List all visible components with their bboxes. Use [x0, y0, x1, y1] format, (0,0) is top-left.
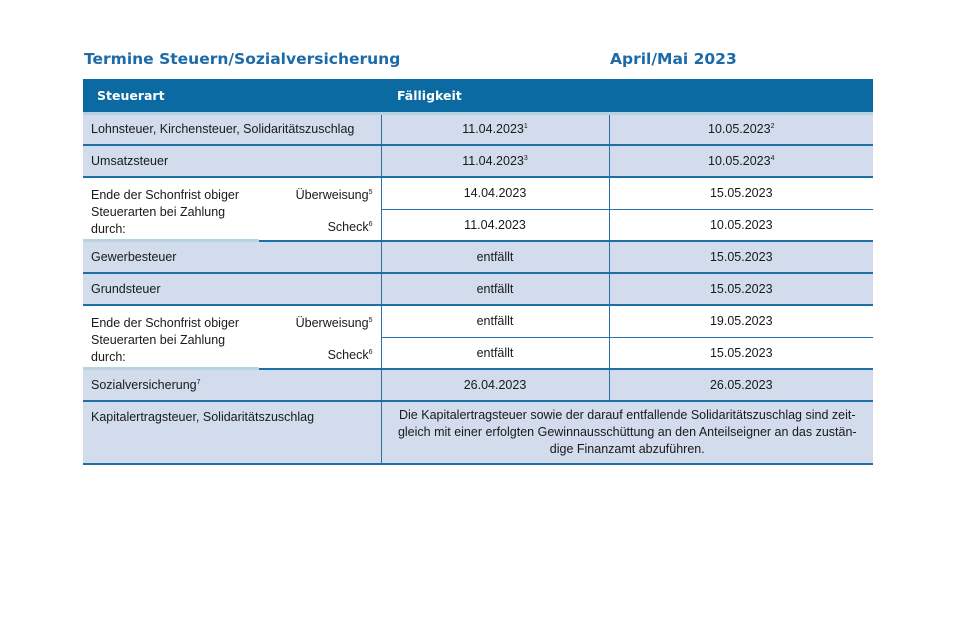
accent-underline — [83, 239, 259, 242]
table-row — [83, 369, 873, 401]
page-title: Termine Steuern/Sozialversicherung — [84, 50, 401, 68]
footnote-mark: 2 — [770, 123, 775, 131]
header-steuerart: Steuerart — [83, 79, 381, 113]
schonfrist-label-cell — [83, 177, 381, 241]
row-label: Umsatzsteuer — [83, 145, 381, 177]
date-april: entfällt — [381, 273, 609, 305]
row-label: Kapitalertragsteuer, Solidaritätszuschlag — [83, 401, 381, 464]
footnote-mark: 7 — [196, 378, 201, 386]
date-april: 14.04.2023 — [381, 177, 609, 209]
table-row — [83, 401, 873, 464]
kapital-description: Die Kapitalertragsteuer sowie der darauf entfallende Solidaritätszuschlag sind zeit- gleich mit einer erfolgten Gewinnausschüttung an den Anteilseigner an das zustän- dige Finanzamt abzuführen. — [381, 401, 873, 464]
schonfrist-text-line3: durch: — [91, 350, 126, 364]
date-mai: 26.05.2023 — [609, 369, 873, 401]
header-faelligkeit: Fälligkeit — [381, 79, 873, 113]
table-row — [83, 241, 873, 273]
table-row — [83, 145, 873, 177]
row-label: Sozialversicherung$^7$ — [83, 369, 381, 401]
payment-method-scheck: Scheck$^6$ — [327, 348, 373, 362]
date-april: 11.04.2023 — [381, 209, 609, 241]
date-mai: 10.05.2023$^4$ — [609, 145, 873, 177]
date-mai: 15.05.2023 — [609, 337, 873, 369]
footnote-mark: 3 — [523, 154, 528, 162]
date-mai: 15.05.2023 — [609, 273, 873, 305]
table-row — [83, 113, 873, 145]
payment-method-ueberweisung: Überweisung$^5$ — [295, 188, 373, 202]
date-april: entfällt — [381, 241, 609, 273]
date-april: entfällt — [381, 337, 609, 369]
table-header-row — [83, 79, 873, 113]
row-label: Grundsteuer — [83, 273, 381, 305]
period-title: April/Mai 2023 — [610, 50, 737, 68]
date-april: 26.04.2023 — [381, 369, 609, 401]
schonfrist-label-cell — [83, 305, 381, 369]
date-mai: 15.05.2023 — [609, 177, 873, 209]
payment-method-scheck: Scheck$^6$ — [327, 220, 373, 234]
row-label: Gewerbesteuer — [83, 241, 381, 273]
schonfrist-text-line2: Steuerarten bei Zahlung — [91, 333, 226, 347]
date-mai: 10.05.2023$^2$ — [609, 113, 873, 145]
schonfrist-text-line2: Steuerarten bei Zahlung — [91, 205, 226, 219]
schonfrist-text-line3: durch: — [91, 222, 126, 236]
table-row — [83, 273, 873, 305]
tax-dates-table — [83, 79, 873, 465]
date-mai: 19.05.2023 — [609, 305, 873, 337]
table-row — [83, 305, 873, 337]
row-label: Lohnsteuer, Kirchensteuer, Solidaritätszuschlag — [83, 113, 381, 145]
payment-method-ueberweisung: Überweisung$^5$ — [295, 316, 373, 330]
schonfrist-text-line1: Ende der Schonfrist obiger — [91, 188, 240, 202]
date-april: 11.04.2023$^1$ — [381, 113, 609, 145]
schonfrist-text-line1: Ende der Schonfrist obiger — [91, 316, 240, 330]
date-mai: 10.05.2023 — [609, 209, 873, 241]
table-row — [83, 177, 873, 209]
date-mai: 15.05.2023 — [609, 241, 873, 273]
date-april: 11.04.2023$^3$ — [381, 145, 609, 177]
accent-underline — [83, 367, 259, 370]
footnote-mark: 4 — [770, 154, 775, 162]
date-april: entfällt — [381, 305, 609, 337]
footnote-mark: 1 — [523, 123, 528, 131]
